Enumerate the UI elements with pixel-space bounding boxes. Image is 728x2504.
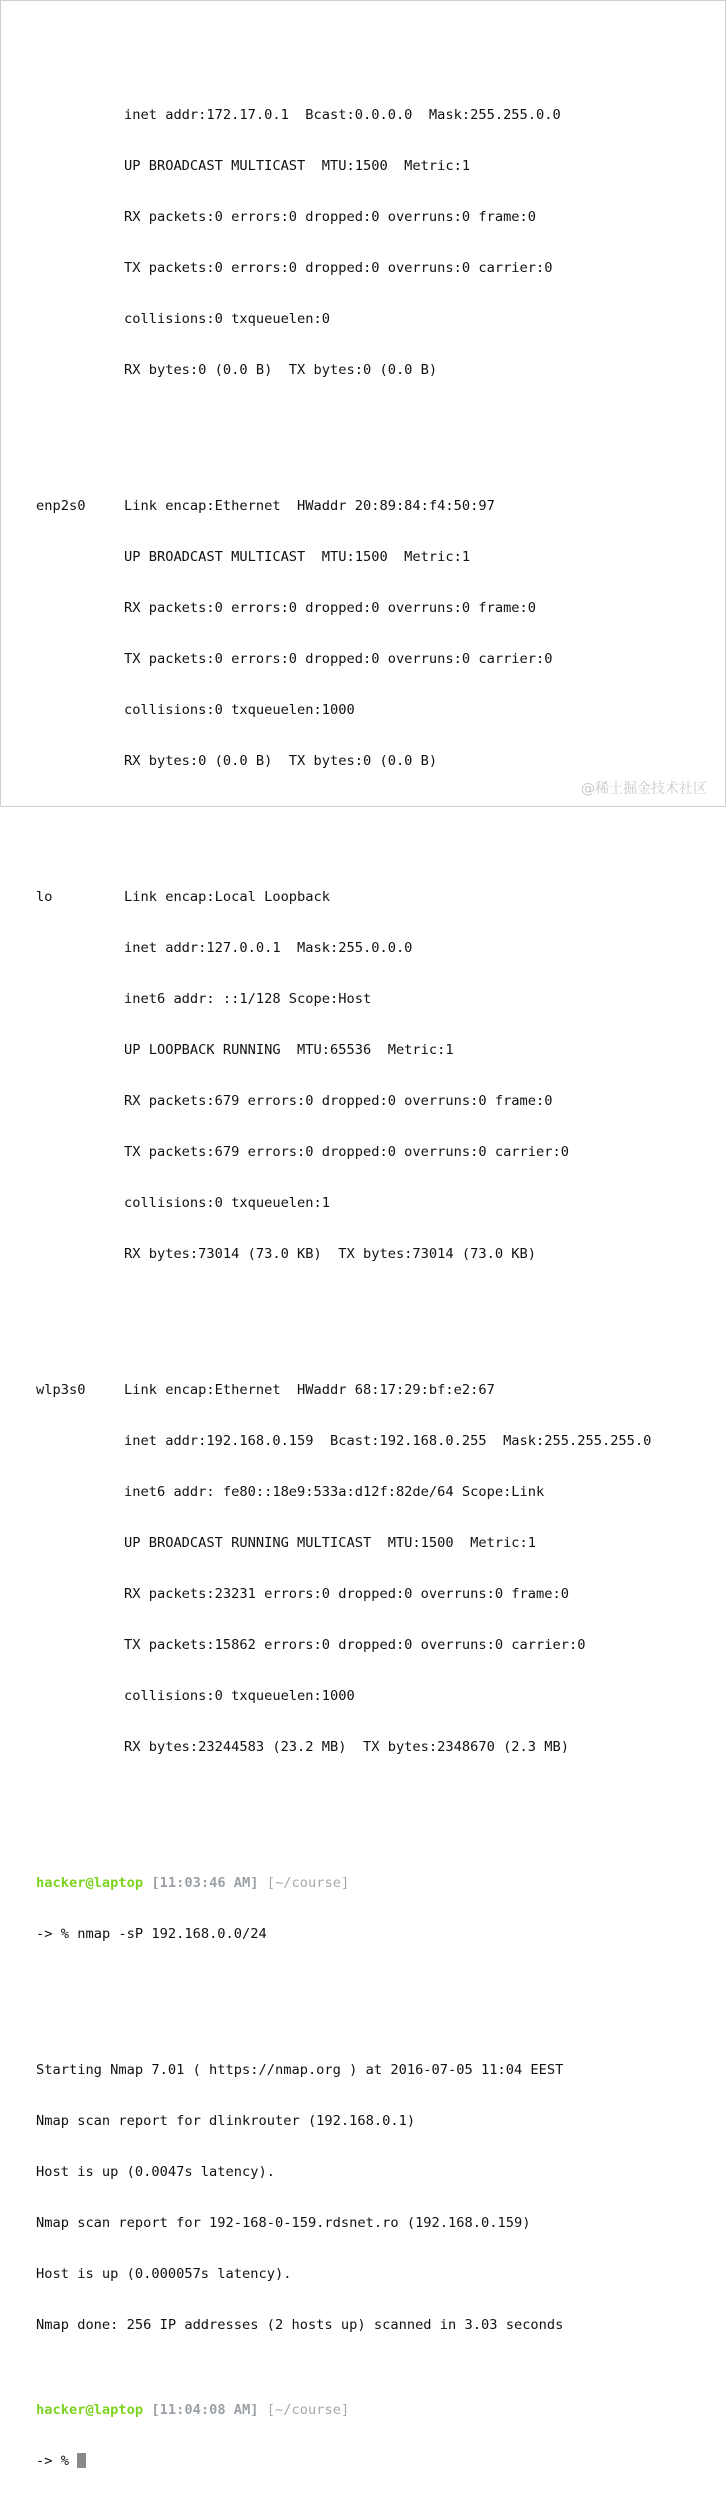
blank-line bbox=[36, 1977, 716, 1994]
wlp3s0-line: RX packets:23231 errors:0 dropped:0 overruns:0 frame:0 bbox=[124, 1586, 569, 1602]
docker0-line: RX bytes:0 (0.0 B) TX bytes:0 (0.0 B) bbox=[124, 362, 438, 378]
docker0-line: TX packets:0 errors:0 dropped:0 overruns:0 carrier:0 bbox=[124, 260, 553, 276]
terminal-line bbox=[36, 209, 716, 226]
nmap-output-line: Nmap done: 256 IP addresses (2 hosts up) scanned in 3.03 seconds bbox=[36, 2317, 564, 2333]
terminal-line bbox=[36, 1382, 716, 1399]
terminal-line bbox=[36, 311, 716, 328]
terminal-line bbox=[36, 1637, 716, 1654]
terminal-line bbox=[36, 651, 716, 668]
terminal-cursor[interactable] bbox=[77, 2453, 86, 2468]
terminal-line bbox=[36, 1484, 716, 1501]
lo-line: TX packets:679 errors:0 dropped:0 overruns:0 carrier:0 bbox=[124, 1144, 569, 1160]
nmap-output-line: Nmap scan report for dlinkrouter (192.168.0.1) bbox=[36, 2113, 416, 2129]
prompt-dir: [~/course] bbox=[266, 2402, 350, 2418]
terminal-line bbox=[36, 260, 716, 277]
wlp3s0-line: collisions:0 txqueuelen:1000 bbox=[124, 1688, 355, 1704]
prompt-time: [11:04:08 AM] bbox=[151, 2402, 259, 2418]
command-text: nmap -sP 192.168.0.0/24 bbox=[77, 1926, 267, 1942]
terminal-line bbox=[36, 1739, 716, 1756]
terminal-line bbox=[36, 362, 716, 379]
wlp3s0-line: inet addr:192.168.0.159 Bcast:192.168.0.255 Mask:255.255.255.0 bbox=[124, 1433, 652, 1449]
lo-line: inet6 addr: ::1/128 Scope:Host bbox=[124, 991, 372, 1007]
nmap-output-line: Host is up (0.0047s latency). bbox=[36, 2164, 275, 2180]
lo-line: collisions:0 txqueuelen:1 bbox=[124, 1195, 331, 1211]
blank-line bbox=[36, 804, 716, 821]
blank-line bbox=[36, 1790, 716, 1807]
command-line bbox=[36, 1926, 716, 1943]
wlp3s0-line: UP BROADCAST RUNNING MULTICAST MTU:1500 Metric:1 bbox=[124, 1535, 537, 1551]
terminal-line bbox=[36, 107, 716, 124]
lo-line: UP LOOPBACK RUNNING MTU:65536 Metric:1 bbox=[124, 1042, 454, 1058]
terminal-line bbox=[36, 1195, 716, 1212]
lo-line: Link encap:Local Loopback bbox=[124, 889, 331, 905]
wlp3s0-line: RX bytes:23244583 (23.2 MB) TX bytes:2348670 (2.3 MB) bbox=[124, 1739, 569, 1755]
interface-name-enp2s0: enp2s0 bbox=[36, 498, 86, 514]
terminal-line bbox=[36, 940, 716, 957]
docker0-line: RX packets:0 errors:0 dropped:0 overruns:0 frame:0 bbox=[124, 209, 537, 225]
enp2s0-line: UP BROADCAST MULTICAST MTU:1500 Metric:1 bbox=[124, 549, 471, 565]
terminal-line bbox=[36, 1042, 716, 1059]
prompt-arrow: -> % bbox=[36, 1926, 69, 1942]
prompt-user: hacker@laptop bbox=[36, 1875, 144, 1891]
terminal-line bbox=[36, 1688, 716, 1705]
docker0-line: inet addr:172.17.0.1 Bcast:0.0.0.0 Mask:255.255.0.0 bbox=[124, 107, 561, 123]
lo-line: inet addr:127.0.0.1 Mask:255.0.0.0 bbox=[124, 940, 413, 956]
terminal-line bbox=[36, 1246, 716, 1263]
docker0-line: UP BROADCAST MULTICAST MTU:1500 Metric:1 bbox=[124, 158, 471, 174]
terminal-line bbox=[36, 549, 716, 566]
enp2s0-line: Link encap:Ethernet HWaddr 20:89:84:f4:50:97 bbox=[124, 498, 495, 514]
lo-line: RX bytes:73014 (73.0 KB) TX bytes:73014 (73.0 KB) bbox=[124, 1246, 537, 1262]
terminal-line bbox=[36, 702, 716, 719]
nmap-output-line: Host is up (0.000057s latency). bbox=[36, 2266, 292, 2282]
prompt-arrow: -> % bbox=[36, 2453, 69, 2469]
prompt-line bbox=[36, 1875, 716, 1892]
enp2s0-line: RX packets:0 errors:0 dropped:0 overruns:0 frame:0 bbox=[124, 600, 537, 616]
terminal-line bbox=[36, 1144, 716, 1161]
wlp3s0-line: TX packets:15862 errors:0 dropped:0 overruns:0 carrier:0 bbox=[124, 1637, 586, 1653]
lo-line: RX packets:679 errors:0 dropped:0 overruns:0 frame:0 bbox=[124, 1093, 553, 1109]
terminal-output bbox=[36, 39, 716, 2504]
terminal-line bbox=[36, 753, 716, 770]
blank-line bbox=[36, 413, 716, 430]
watermark: @稀土掘金技术社区 bbox=[581, 781, 707, 797]
prompt-user: hacker@laptop bbox=[36, 2402, 144, 2418]
terminal-line bbox=[36, 991, 716, 1008]
terminal-line bbox=[36, 600, 716, 617]
prompt-time: [11:03:46 AM] bbox=[151, 1875, 259, 1891]
prompt-dir: [~/course] bbox=[266, 1875, 350, 1891]
command-line[interactable] bbox=[36, 2453, 716, 2470]
wlp3s0-line: Link encap:Ethernet HWaddr 68:17:29:bf:e2:67 bbox=[124, 1382, 495, 1398]
enp2s0-line: TX packets:0 errors:0 dropped:0 overruns:0 carrier:0 bbox=[124, 651, 553, 667]
docker0-line: collisions:0 txqueuelen:0 bbox=[124, 311, 331, 327]
enp2s0-line: RX bytes:0 (0.0 B) TX bytes:0 (0.0 B) bbox=[124, 753, 438, 769]
interface-name-lo: lo bbox=[36, 889, 53, 905]
terminal-line bbox=[36, 889, 716, 906]
terminal-line bbox=[36, 1433, 716, 1450]
terminal-line bbox=[36, 1535, 716, 1552]
nmap-output-line: Starting Nmap 7.01 ( https://nmap.org ) at 2016-07-05 11:04 EEST bbox=[36, 2062, 564, 2078]
blank-line bbox=[36, 1297, 716, 1314]
terminal-line bbox=[36, 1093, 716, 1110]
enp2s0-line: collisions:0 txqueuelen:1000 bbox=[124, 702, 355, 718]
prompt-line bbox=[36, 2402, 716, 2419]
nmap-output-line: Nmap scan report for 192-168-0-159.rdsnet.ro (192.168.0.159) bbox=[36, 2215, 531, 2231]
wlp3s0-line: inet6 addr: fe80::18e9:533a:d12f:82de/64 Scope:Link bbox=[124, 1484, 545, 1500]
terminal-line bbox=[36, 1586, 716, 1603]
terminal-line bbox=[36, 498, 716, 515]
interface-name-wlp3s0: wlp3s0 bbox=[36, 1382, 86, 1398]
terminal-line bbox=[36, 158, 716, 175]
